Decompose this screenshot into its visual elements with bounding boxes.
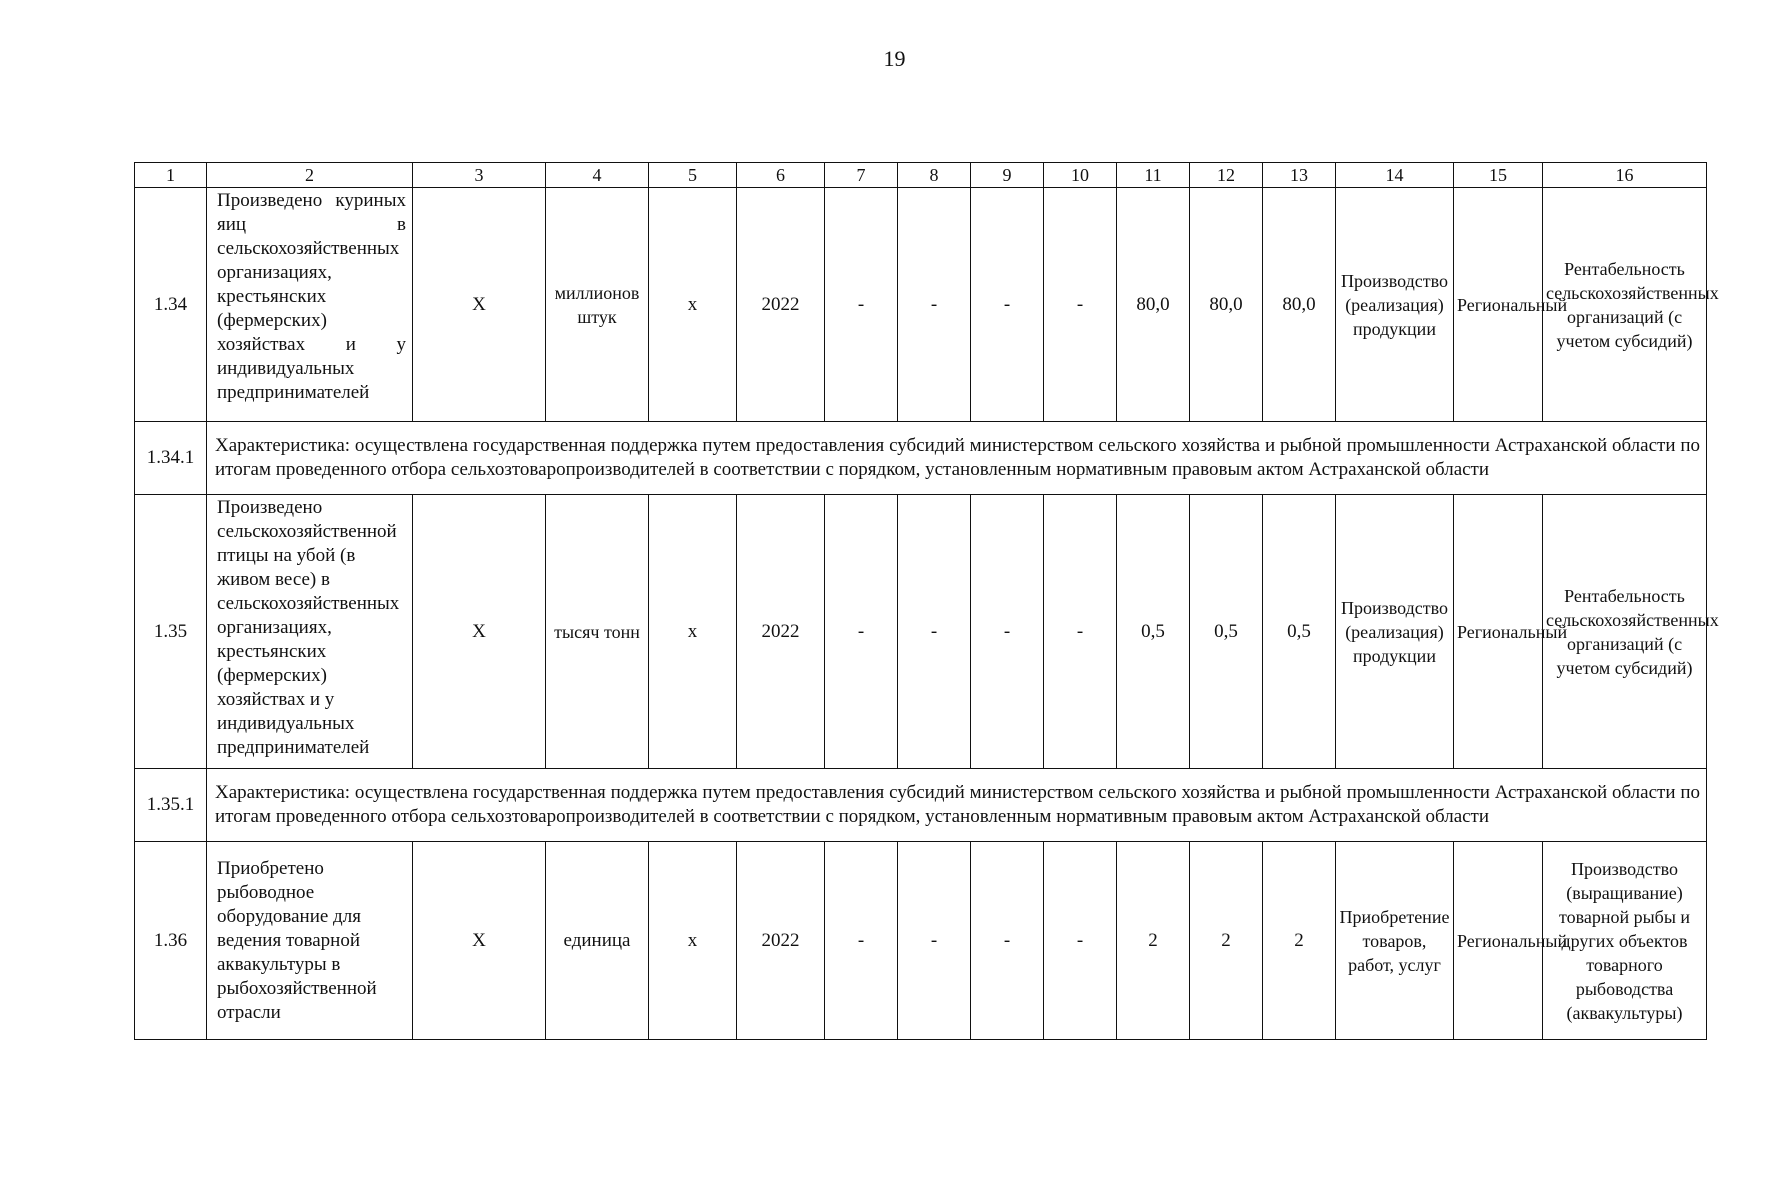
value-col13: 80,0 [1263,188,1336,422]
value-col12: 2 [1190,842,1263,1040]
indicator-description: Произведено сельскохозяйственной птицы на убой (в живом весе) в сельскохозяйственных организациях, крестьянских (фермерских) хозяйствах и у индивидуальных предпринимателей [207,495,413,769]
level-cell: Региональный [1454,188,1543,422]
result-type-cell: Производство (реализация) продукции [1336,188,1454,422]
characteristic-text: Характеристика: осуществлена государственная поддержка путем предоставления субсидий министерством сельского хозяйства и рыбной промышленности Астраханской области по итогам проведенного отбора сельхозтоваропроизводителей в соответствии с порядком, установленным нормативным правовым актом Астраханской области [207,769,1707,842]
header-cell: 6 [737,163,825,188]
unit-cell: миллионов штук [546,188,649,422]
unit-cell: тысяч тонн [546,495,649,769]
cell-col7: - [825,188,898,422]
cell-col5: х [649,842,737,1040]
indicator-link-cell: Рентабельность сельскохозяйственных организаций (с учетом субсидий) [1543,495,1707,769]
table-row [135,842,1707,1040]
year-cell: 2022 [737,495,825,769]
indicator-link-cell: Рентабельность сельскохозяйственных организаций (с учетом субсидий) [1543,188,1707,422]
cell-col10: - [1044,495,1117,769]
row-number: 1.35 [135,495,207,769]
cell-col9: - [971,842,1044,1040]
year-cell: 2022 [737,188,825,422]
header-cell: 2 [207,163,413,188]
cell-col7: - [825,495,898,769]
row-number: 1.34.1 [135,422,207,495]
header-cell: 16 [1543,163,1707,188]
cell-col3: Х [413,842,546,1040]
table-row [135,495,1707,769]
header-cell: 3 [413,163,546,188]
cell-col7: - [825,842,898,1040]
characteristic-text: Характеристика: осуществлена государственная поддержка путем предоставления субсидий министерством сельского хозяйства и рыбной промышленности Астраханской области по итогам проведенного отбора сельхозтоваропроизводителей в соответствии с порядком, установленным нормативным правовым актом Астраханской области [207,422,1707,495]
result-type-cell: Приобретение товаров, работ, услуг [1336,842,1454,1040]
table-row [135,188,1707,422]
cell-col8: - [898,495,971,769]
header-cell: 1 [135,163,207,188]
header-cell: 13 [1263,163,1336,188]
header-cell: 15 [1454,163,1543,188]
header-cell: 5 [649,163,737,188]
value-col11: 0,5 [1117,495,1190,769]
unit-cell: единица [546,842,649,1040]
cell-col9: - [971,188,1044,422]
value-col12: 80,0 [1190,188,1263,422]
cell-col3: Х [413,188,546,422]
header-cell: 12 [1190,163,1263,188]
header-cell: 11 [1117,163,1190,188]
value-col13: 2 [1263,842,1336,1040]
indicator-description: Приобретено рыбоводное оборудование для ведения товарной аквакультуры в рыбохозяйственной отрасли [207,842,413,1040]
characteristic-row [135,769,1707,842]
header-cell: 4 [546,163,649,188]
header-cell: 14 [1336,163,1454,188]
cell-col8: - [898,188,971,422]
value-col12: 0,5 [1190,495,1263,769]
table-header-row [135,163,1707,188]
cell-col10: - [1044,842,1117,1040]
row-number: 1.35.1 [135,769,207,842]
cell-col10: - [1044,188,1117,422]
year-cell: 2022 [737,842,825,1040]
value-col11: 80,0 [1117,188,1190,422]
header-cell: 7 [825,163,898,188]
indicators-table [134,162,1719,1040]
level-cell: Региональный [1454,842,1543,1040]
header-cell: 9 [971,163,1044,188]
header-cell: 10 [1044,163,1117,188]
cell-col5: х [649,188,737,422]
cell-col8: - [898,842,971,1040]
row-number: 1.34 [135,188,207,422]
page-number: 19 [883,46,906,71]
header-cell: 8 [898,163,971,188]
characteristic-row [135,422,1707,495]
indicator-link-cell: Производство (выращивание) товарной рыбы и других объектов товарного рыбоводства (аквакультуры) [1543,842,1707,1040]
result-type-cell: Производство (реализация) продукции [1336,495,1454,769]
row-number: 1.36 [135,842,207,1040]
value-col13: 0,5 [1263,495,1336,769]
cell-col9: - [971,495,1044,769]
level-cell: Региональный [1454,495,1543,769]
value-col11: 2 [1117,842,1190,1040]
cell-col5: х [649,495,737,769]
cell-col3: Х [413,495,546,769]
indicator-description: Произведено куриных яиц в сельскохозяйственных организациях, крестьянских (фермерских) хозяйствах и у индивидуальных предпринимателей [207,188,413,422]
